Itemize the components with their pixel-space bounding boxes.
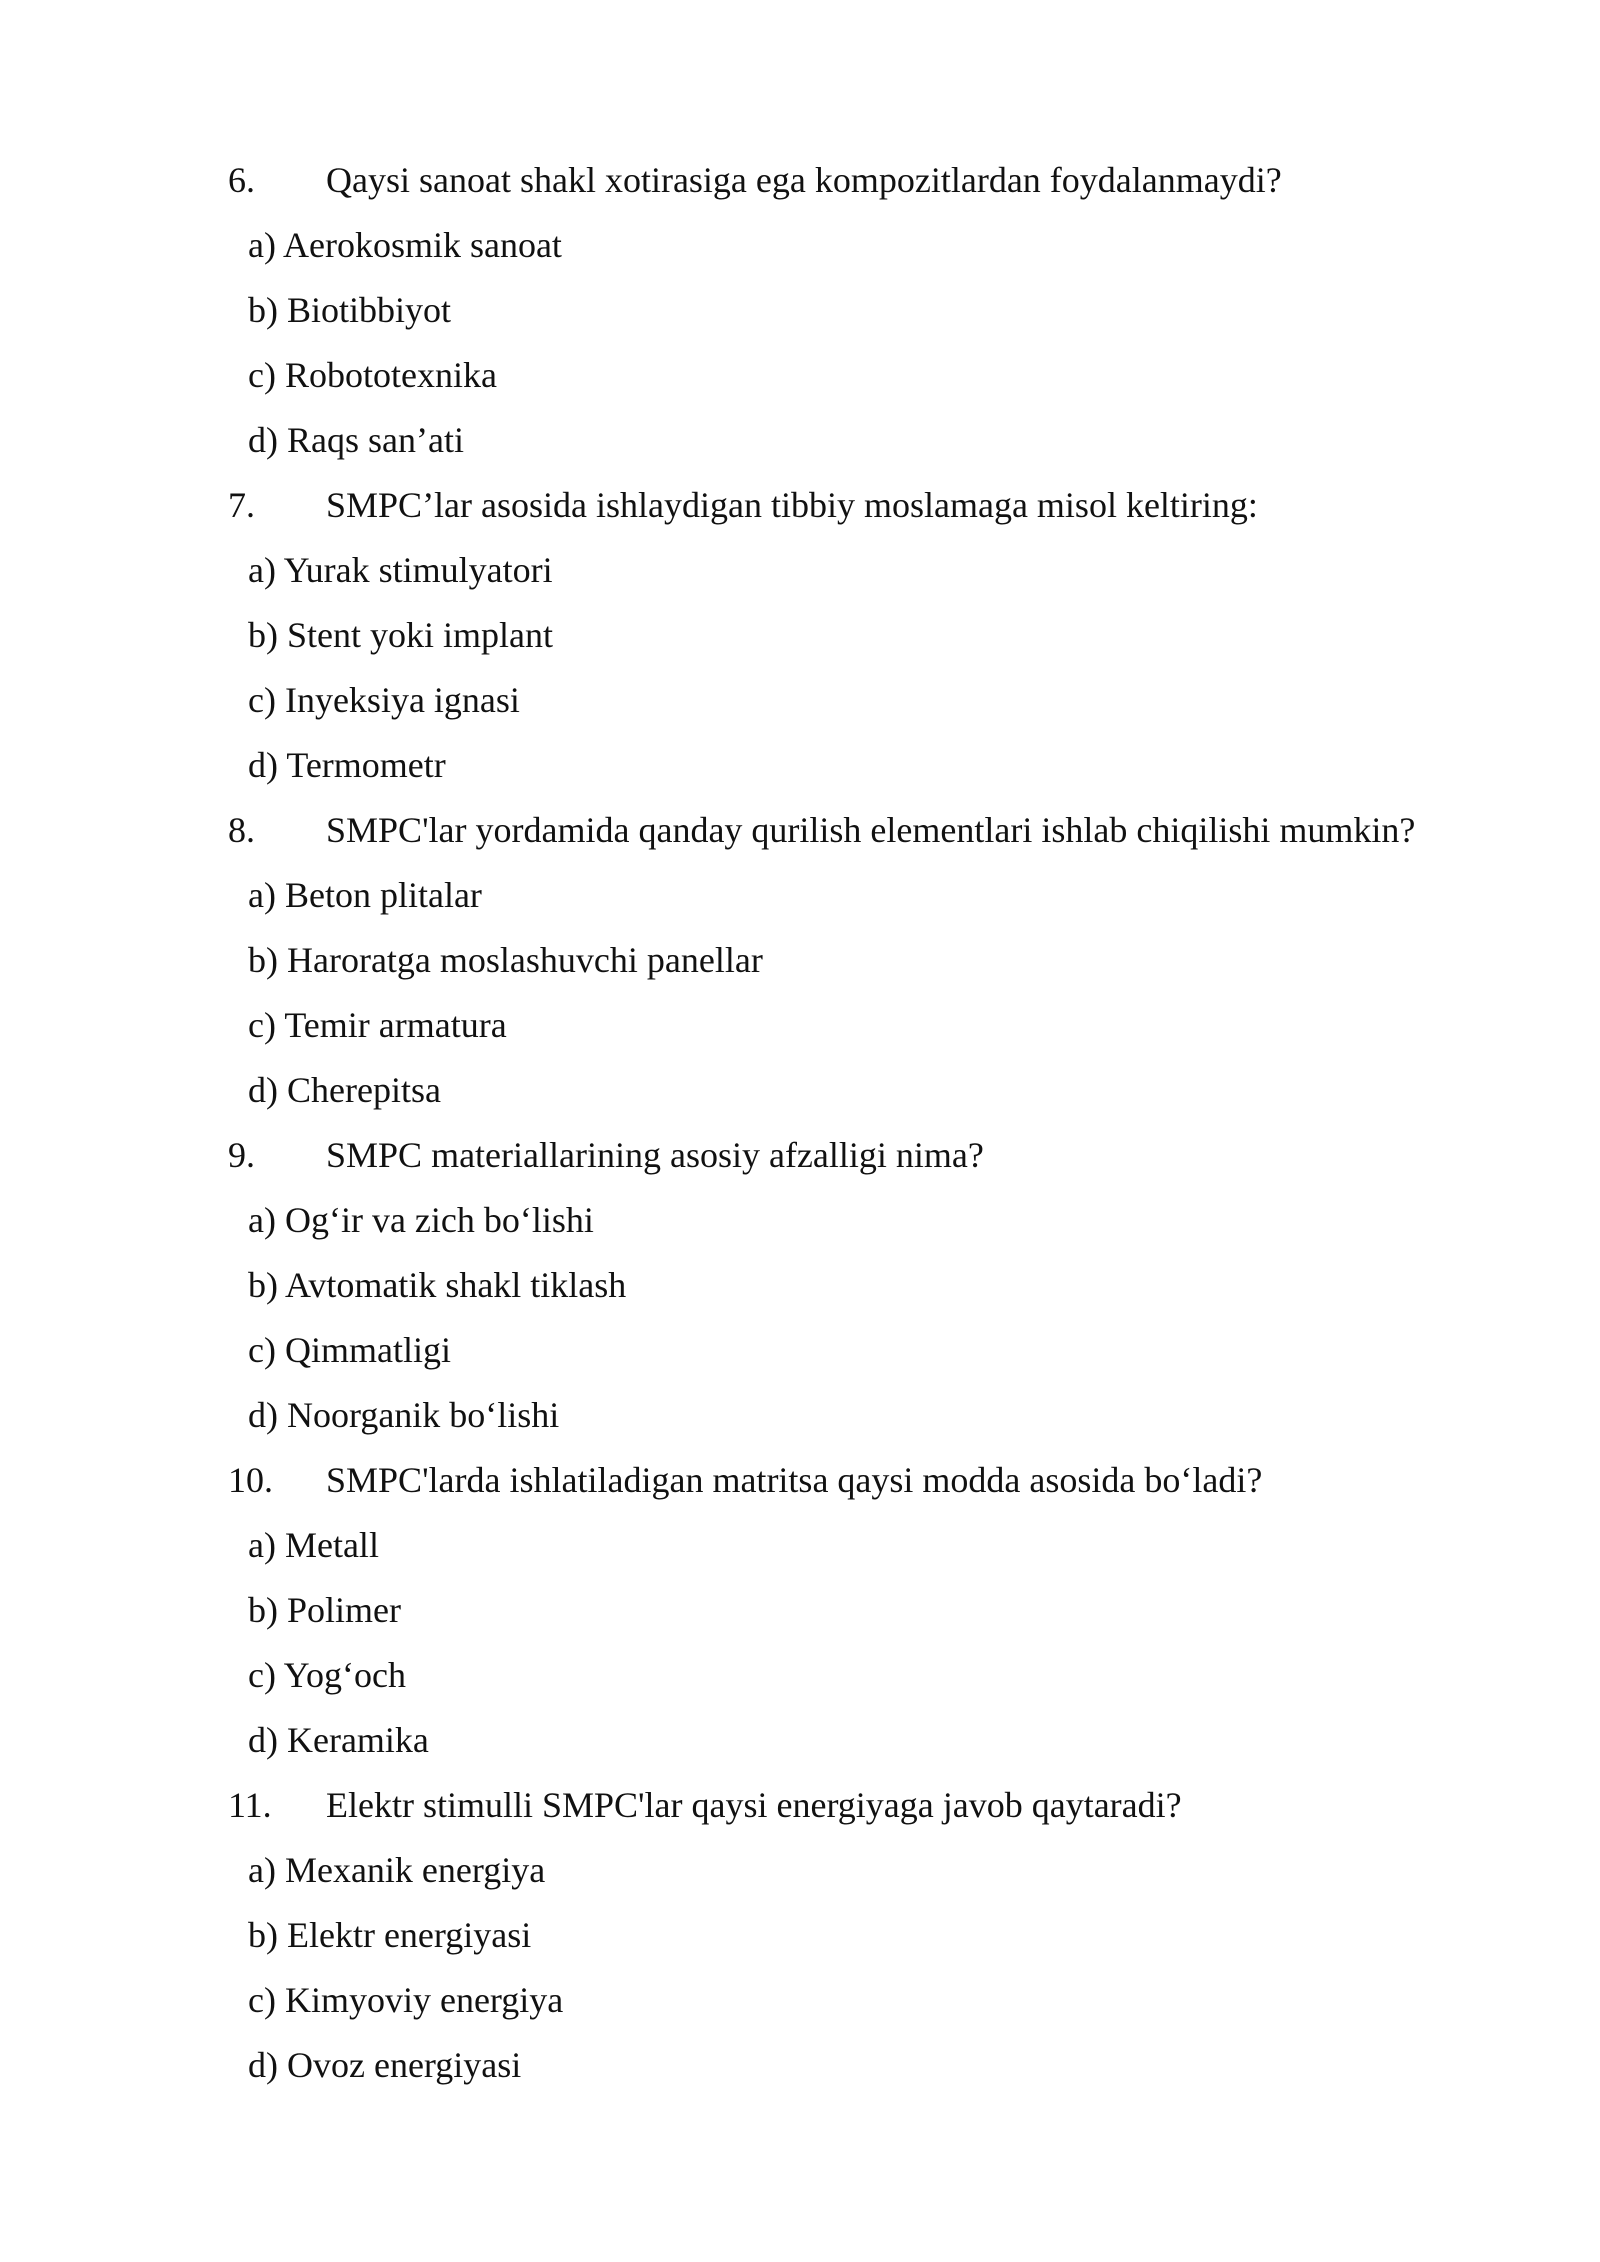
option-a: a) Og‘ir va zich bo‘lishi [248,1200,594,1240]
option-d: d) Termometr [248,745,446,785]
option-d: d) Noorganik bo‘lishi [248,1395,560,1435]
option-c: c) Robototexnika [248,355,497,395]
option-d: d) Ovoz energiyasi [248,2045,522,2085]
option-b: b) Stent yoki implant [248,615,553,655]
option-c: c) Inyeksiya ignasi [248,680,520,720]
option-d: d) Keramika [248,1720,429,1760]
question-number: 11. [228,1785,272,1825]
question-text: SMPC'larda ishlatiladigan matritsa qaysi modda asosida bo‘ladi? [326,1460,1263,1500]
option-a: a) Beton plitalar [248,875,482,915]
question-number: 7. [228,485,255,525]
question-11 [228,1773,1528,1838]
question-7 [228,473,1528,538]
question-text: SMPC’lar asosida ishlaydigan tibbiy moslamaga misol keltiring: [326,485,1258,525]
option-a: a) Mexanik energiya [248,1850,546,1890]
option-d: d) Cherepitsa [248,1070,441,1110]
question-number: 6. [228,160,255,200]
option-b: b) Avtomatik shakl tiklash [248,1265,627,1305]
option-b: b) Polimer [248,1590,401,1630]
question-9 [228,1123,1528,1188]
question-text: SMPC'lar yordamida qanday qurilish elementlari ishlab chiqilishi mumkin? [326,810,1416,850]
option-c: c) Yog‘och [248,1655,406,1695]
option-c: c) Qimmatligi [248,1330,451,1370]
question-number: 8. [228,810,255,850]
question-text: SMPC materiallarining asosiy afzalligi nima? [326,1135,984,1175]
question-10 [228,1448,1528,1513]
question-number: 9. [228,1135,255,1175]
option-c: c) Kimyoviy energiya [248,1980,564,2020]
option-a: a) Aerokosmik sanoat [248,225,562,265]
option-b: b) Biotibbiyot [248,290,452,330]
question-6 [228,148,1528,213]
question-text: Qaysi sanoat shakl xotirasiga ega kompozitlardan foydalanmaydi? [326,160,1282,200]
question-text: Elektr stimulli SMPC'lar qaysi energiyaga javob qaytaradi? [326,1785,1182,1825]
question-number: 10. [228,1460,273,1500]
option-a: a) Metall [248,1525,379,1565]
question-8 [228,798,1528,863]
option-a: a) Yurak stimulyatori [248,550,553,590]
question-list [228,148,1528,2098]
option-b: b) Haroratga moslashuvchi panellar [248,940,763,980]
option-d: d) Raqs san’ati [248,420,464,460]
option-b: b) Elektr energiyasi [248,1915,532,1955]
option-c: c) Temir armatura [248,1005,507,1045]
